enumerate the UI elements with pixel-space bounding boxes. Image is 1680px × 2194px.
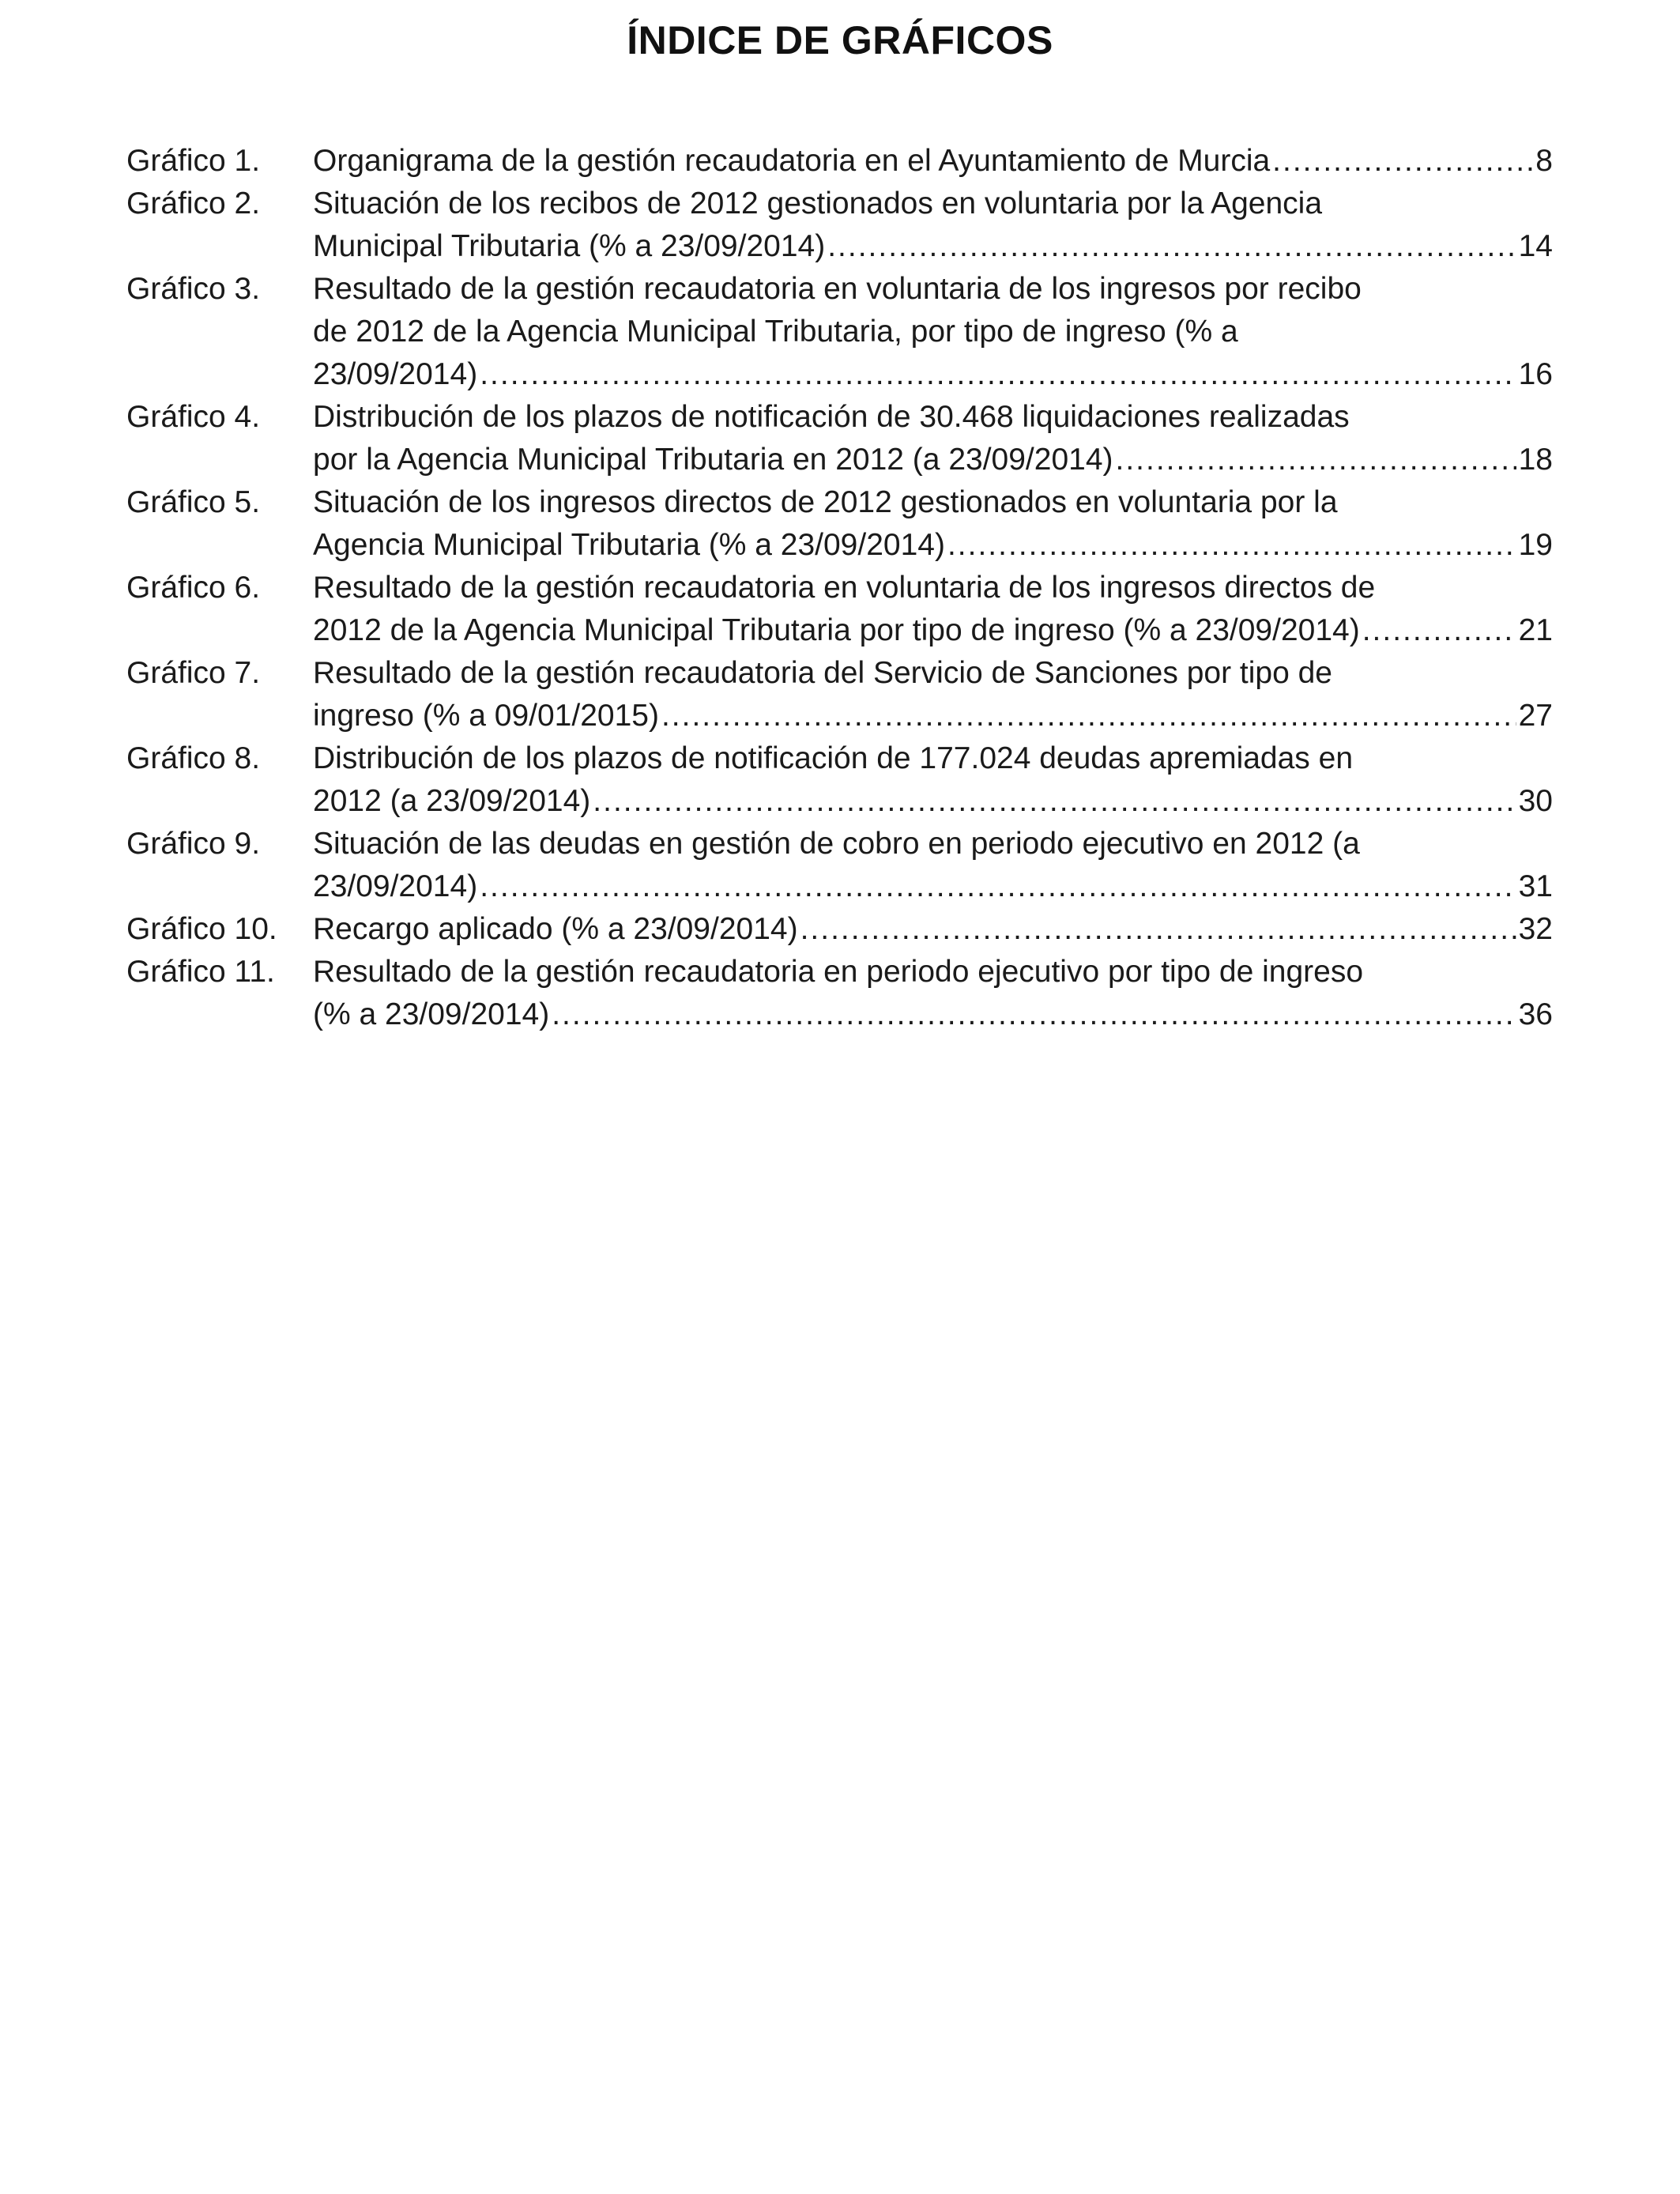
entry-body [313,481,1557,567]
entry-last-line [313,353,1553,396]
toc-entry-grafico-10[interactable] [126,908,1553,951]
figure-index-list [126,140,1553,1036]
entry-last-line [313,780,1553,823]
entry-label: Gráfico 9. [126,827,261,861]
entry-text-line: Situación de los recibos de 2012 gestionados en voluntaria por la Agencia [313,187,1323,221]
dot-leader [800,908,1516,951]
entry-last-text: 2012 de la Agencia Municipal Tributaria por tipo de ingreso (% a 23/09/2014) [313,613,1360,647]
entry-last-line [313,609,1553,652]
entry-last-text: Organigrama de la gestión recaudatoria en el Ayuntamiento de Murcia [313,144,1271,178]
entry-text-line: Situación de los ingresos directos de 2012 gestionados en voluntaria por la [313,485,1338,519]
dot-leader [480,865,1516,908]
entry-page-number: 31 [1518,869,1553,903]
entry-page-number: 32 [1518,912,1553,946]
dot-leader [1272,140,1533,183]
entry-last-line [313,908,1553,951]
entry-last-line [313,865,1553,908]
entry-label: Gráfico 6. [126,571,261,605]
entry-last-line [313,524,1553,567]
entry-label: Gráfico 8. [126,741,261,775]
entry-text-line: Resultado de la gestión recaudatoria en periodo ejecutivo por tipo de ingreso [313,955,1364,989]
entry-last-text: por la Agencia Municipal Tributaria en 2012 (a 23/09/2014) [313,443,1113,477]
entry-page-number: 18 [1518,443,1553,477]
toc-entry-grafico-9[interactable] [126,823,1553,908]
entry-text-line: Distribución de los plazos de notificación de 177.024 deudas apremiadas en [313,741,1354,775]
entry-label: Gráfico 1. [126,144,261,178]
entry-text-lines [313,396,1557,439]
dot-leader [593,780,1516,823]
entry-body [313,268,1557,396]
entry-page-number: 16 [1518,357,1553,391]
entry-label: Gráfico 4. [126,400,261,434]
toc-entry-grafico-4[interactable] [126,396,1553,481]
toc-entry-grafico-5[interactable] [126,481,1553,567]
entry-text-lines [313,823,1557,865]
entry-label: Gráfico 7. [126,656,261,690]
entry-last-line [313,225,1553,268]
dot-leader [827,225,1516,268]
dot-leader [661,695,1516,737]
entry-page-number: 8 [1535,144,1553,178]
entry-body [313,951,1557,1036]
entry-page-number: 19 [1518,528,1553,562]
entry-text-lines [313,567,1557,609]
dot-leader [480,353,1516,396]
entry-body [313,737,1557,823]
entry-last-line [313,993,1553,1036]
entry-text-line: Resultado de la gestión recaudatoria en voluntaria de los ingresos por recibo [313,272,1362,306]
dot-leader [1362,609,1516,652]
entry-label: Gráfico 11. [126,955,275,989]
entry-last-text: Municipal Tributaria (% a 23/09/2014) [313,229,826,263]
entry-last-text: 23/09/2014) [313,869,478,903]
toc-entry-grafico-2[interactable] [126,183,1553,268]
entry-label: Gráfico 5. [126,485,261,519]
dot-leader [947,524,1516,567]
entry-text-lines [313,737,1557,780]
entry-last-text: Agencia Municipal Tributaria (% a 23/09/2014) [313,528,945,562]
entry-body [313,823,1557,908]
entry-text-lines [313,652,1557,695]
entry-last-text: 23/09/2014) [313,357,478,391]
toc-entry-grafico-11[interactable] [126,951,1553,1036]
dot-leader [552,993,1516,1036]
entry-body [313,396,1557,481]
entry-last-text: (% a 23/09/2014) [313,997,550,1031]
entry-last-line [313,439,1553,481]
entry-text-lines [313,951,1557,993]
entry-last-text: 2012 (a 23/09/2014) [313,784,591,818]
toc-entry-grafico-3[interactable] [126,268,1553,396]
entry-text-line: Resultado de la gestión recaudatoria del Servicio de Sanciones por tipo de [313,656,1332,690]
entry-text-lines [313,268,1557,353]
entry-body [313,140,1553,183]
entry-text-line: Resultado de la gestión recaudatoria en voluntaria de los ingresos directos de [313,571,1376,605]
entry-page-number: 36 [1518,997,1553,1031]
entry-label: Gráfico 10. [126,912,277,946]
entry-text-line: Situación de las deudas en gestión de cobro en periodo ejecutivo en 2012 (a [313,827,1360,861]
entry-label: Gráfico 2. [126,187,261,221]
entry-body [313,652,1557,737]
page-title: ÍNDICE DE GRÁFICOS [627,18,1053,62]
entry-last-text: ingreso (% a 09/01/2015) [313,699,659,733]
toc-entry-grafico-8[interactable] [126,737,1553,823]
entry-text-lines [313,481,1557,524]
entry-text-line: Distribución de los plazos de notificación de 30.468 liquidaciones realizadas [313,400,1350,434]
entry-page-number: 30 [1518,784,1553,818]
toc-entry-grafico-6[interactable] [126,567,1553,652]
entry-text-line: de 2012 de la Agencia Municipal Tributaria, por tipo de ingreso (% a [313,315,1238,349]
entry-page-number: 14 [1518,229,1553,263]
entry-page-number: 27 [1518,699,1553,733]
entry-last-line [313,695,1553,737]
entry-body [313,567,1557,652]
entry-last-text: Recargo aplicado (% a 23/09/2014) [313,912,798,946]
entry-body [313,183,1557,268]
entry-page-number: 21 [1518,613,1553,647]
entry-body [313,908,1553,951]
entry-text-lines [313,183,1557,225]
entry-last-line [313,140,1553,183]
entry-label: Gráfico 3. [126,272,261,306]
toc-entry-grafico-7[interactable] [126,652,1553,737]
dot-leader [1116,439,1516,481]
toc-entry-grafico-1[interactable] [126,140,1553,183]
